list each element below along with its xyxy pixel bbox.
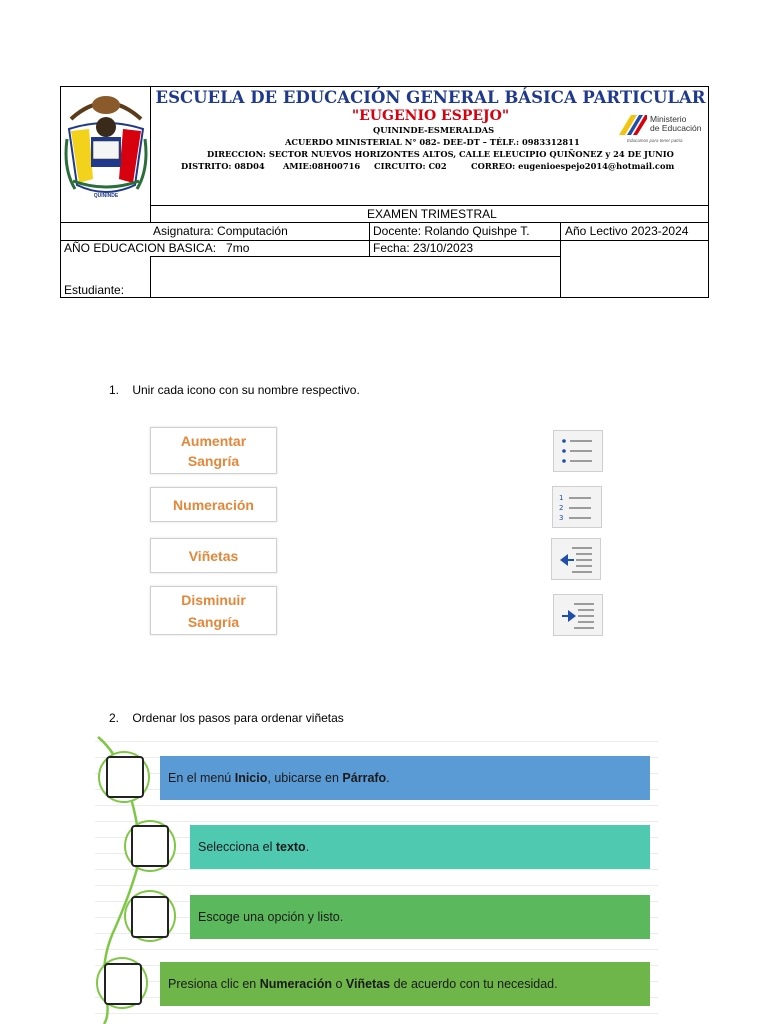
- student-name-field[interactable]: [151, 257, 560, 298]
- step-text: Presiona clic en: [168, 977, 260, 991]
- grade-cell: AÑO EDUCACION BASICA: 7mo: [64, 241, 250, 255]
- step-bar: [160, 962, 650, 1006]
- district-code: DISTRITO: 08D04: [181, 161, 265, 171]
- question-2-text: 2. Ordenar los pasos para ordenar viñetas: [109, 711, 344, 725]
- step-text: texto: [275, 840, 306, 854]
- step-text: .: [305, 840, 310, 854]
- step-text: Selecciona el: [198, 840, 276, 854]
- order-answer-box[interactable]: [131, 896, 169, 938]
- school-quote: "EUGENIO ESPEJO": [351, 108, 510, 124]
- bullets-icon[interactable]: [553, 430, 603, 472]
- step-text: o: [331, 977, 346, 991]
- decrease-indent-icon[interactable]: [551, 538, 601, 580]
- exam-title: EXAMEN TRIMESTRAL: [367, 207, 497, 221]
- label-line: Numeración: [173, 496, 254, 513]
- order-answer-box[interactable]: [106, 756, 144, 798]
- label-line: Aumentar: [180, 432, 247, 449]
- label-vinetas[interactable]: [150, 538, 277, 573]
- school-year-cell: Año Lectivo 2023-2024: [565, 224, 689, 238]
- label-line: Sangría: [187, 452, 240, 469]
- subject-cell: Asignatura: Computación: [153, 224, 288, 238]
- step-bar: [190, 825, 650, 869]
- label-line: Sangría: [187, 613, 240, 630]
- label-line: Disminuir: [181, 591, 246, 608]
- step-text: Inicio: [234, 771, 268, 785]
- school-email: CORREO: eugenioespejo2014@hotmail.com: [471, 161, 675, 171]
- crest-label: QUININDE: [93, 193, 119, 199]
- school-address: DIRECCION: SECTOR NUEVOS HORIZONTES ALTOS, CALLE ELEUCIPIO QUIÑONEZ y 24 DE JUNIO: [207, 149, 674, 159]
- ministerial-agreement: ACUERDO MINISTERIAL N° 082- DEE-DT – TÉLF.: 0983312811: [285, 137, 580, 147]
- step-text: , ubicarse en: [267, 771, 343, 785]
- step-text: de acuerdo con tu necesidad.: [390, 977, 558, 991]
- numbering-icon[interactable]: [552, 486, 602, 528]
- label-line: Viñetas: [188, 547, 239, 564]
- label-aumentar-sangria[interactable]: [150, 427, 277, 474]
- school-name: ESCUELA DE EDUCACIÓN GENERAL BÁSICA PARTICULAR: [155, 88, 706, 107]
- header-table: [60, 86, 709, 298]
- increase-indent-icon[interactable]: [553, 594, 603, 636]
- label-disminuir-sangria[interactable]: [150, 586, 277, 635]
- step-text: .: [386, 771, 390, 785]
- ministry-name-line2: de Educación: [650, 123, 702, 133]
- amie-code: AMIE:08H00716: [283, 161, 361, 171]
- circuit-code: CIRCUITO: C02: [374, 161, 447, 171]
- question-1-text: 1. Unir cada icono con su nombre respectivo.: [109, 383, 360, 397]
- date-cell: Fecha: 23/10/2023: [373, 241, 474, 255]
- ministry-logo: [617, 113, 709, 147]
- order-answer-box[interactable]: [104, 963, 142, 1005]
- order-answer-box[interactable]: [131, 825, 169, 867]
- school-location: QUININDE-ESMERALDAS: [373, 125, 495, 135]
- step-text: En el menú: [168, 771, 235, 785]
- step-text: Párrafo: [342, 771, 387, 785]
- ministry-name-line1: Ministerio: [650, 114, 687, 124]
- step-bar: [190, 895, 650, 939]
- step-bar: [160, 756, 650, 800]
- school-crest: [63, 89, 149, 203]
- svg-text:1: 1: [559, 494, 564, 502]
- step-text: Escoge una opción y listo.: [198, 910, 344, 924]
- student-label: Estudiante:: [64, 283, 125, 297]
- step-text: Numeración: [259, 977, 332, 991]
- ministry-emblem-icon: [617, 113, 647, 137]
- teacher-cell: Docente: Rolando Quishpe T.: [373, 224, 530, 238]
- step-text: Viñetas: [345, 977, 391, 991]
- svg-text:2: 2: [559, 504, 564, 512]
- label-numeracion[interactable]: [150, 487, 277, 522]
- svg-text:3: 3: [559, 514, 564, 522]
- ministry-slogan: Educamos para tener patria: [627, 138, 683, 143]
